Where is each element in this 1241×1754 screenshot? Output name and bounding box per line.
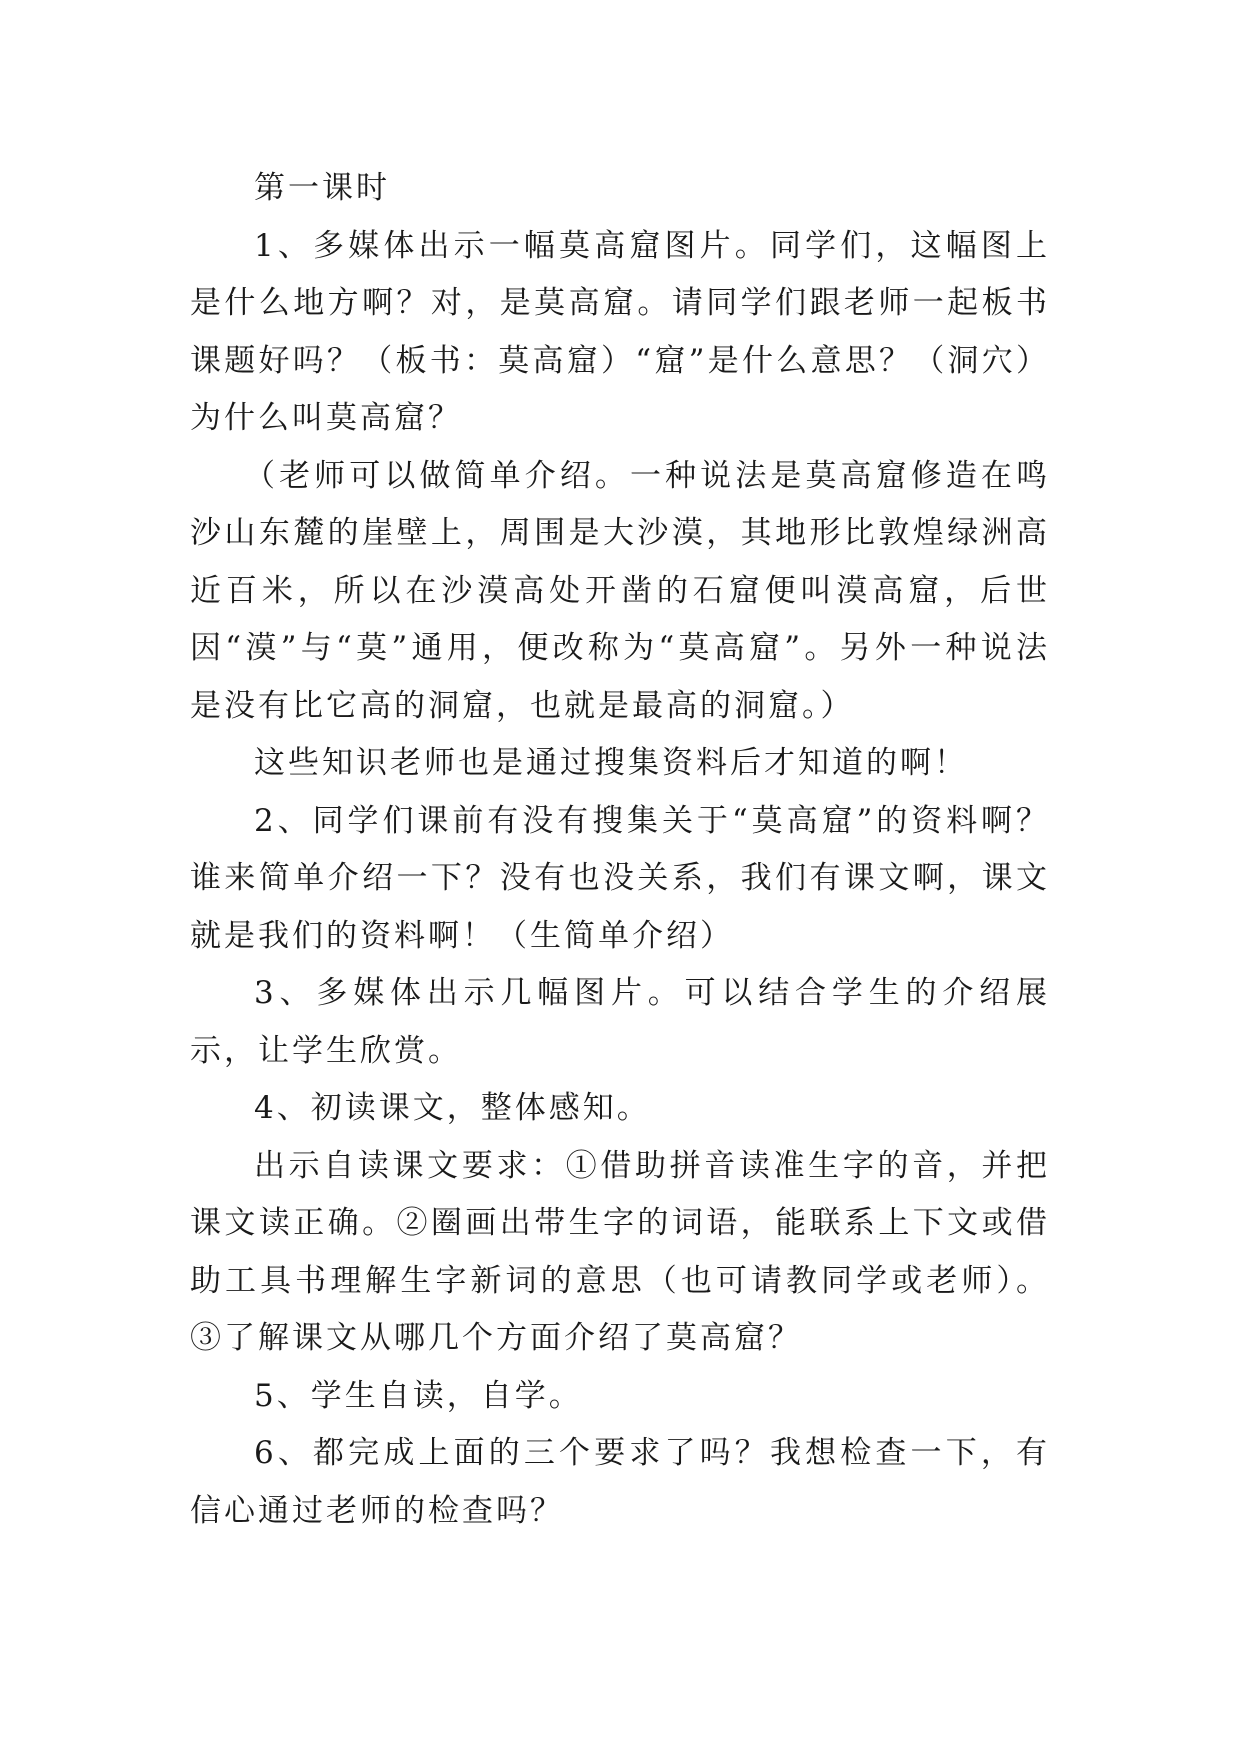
lesson-heading: 第一课时 bbox=[254, 170, 390, 206]
paragraph-step-5: 5、学生自读，自学。 bbox=[254, 1377, 583, 1414]
paragraph-knowledge: 这些知识老师也是通过搜集资料后才知道的啊！ bbox=[254, 745, 968, 781]
paragraph-step-1: 1、多媒体出示一幅莫高窟图片。同学们，这幅图上是什么地方啊？对，是莫高窟。请同学们跟老师一起板书课题好吗？（板书：莫高窟）“窟”是什么意思？（洞穴）为什么叫莫高窟？ bbox=[190, 227, 1050, 436]
paragraph-step-6: 6、都完成上面的三个要求了吗？我想检查一下，有信心通过老师的检查吗？ bbox=[190, 1435, 1050, 1529]
paragraph-step-2: 2、同学们课前有没有搜集关于“莫高窟”的资料啊？谁来简单介绍一下？没有也没关系，我们有课文啊，课文就是我们的资料啊！（生简单介绍） bbox=[190, 802, 1050, 954]
paragraph-step-4: 4、初读课文，整体感知。 bbox=[254, 1090, 651, 1126]
paragraph-reading-requirements: 出示自读课文要求：①借助拼音读准生字的音，并把课文读正确。②圈画出带生字的词语，能联系上下文或借助工具书理解生字新词的意思（也可请教同学或老师）。③了解课文从哪几个方面介绍了莫高窟？ bbox=[190, 1147, 1050, 1356]
paragraph-step-3: 3、多媒体出示几幅图片。可以结合学生的介绍展示，让学生欣赏。 bbox=[190, 975, 1050, 1069]
document-body bbox=[190, 160, 1050, 1540]
paragraph-teacher-note: （老师可以做简单介绍。一种说法是莫高窟修造在鸣沙山东麓的崖壁上，周围是大沙漠，其地形比敦煌绿洲高近百米，所以在沙漠高处开凿的石窟便叫漠高窟，后世因“漠”与“莫”通用，便改称为“莫高窟”。另外一种说法是没有比它高的洞窟，也就是最高的洞窟。） bbox=[190, 457, 1050, 724]
